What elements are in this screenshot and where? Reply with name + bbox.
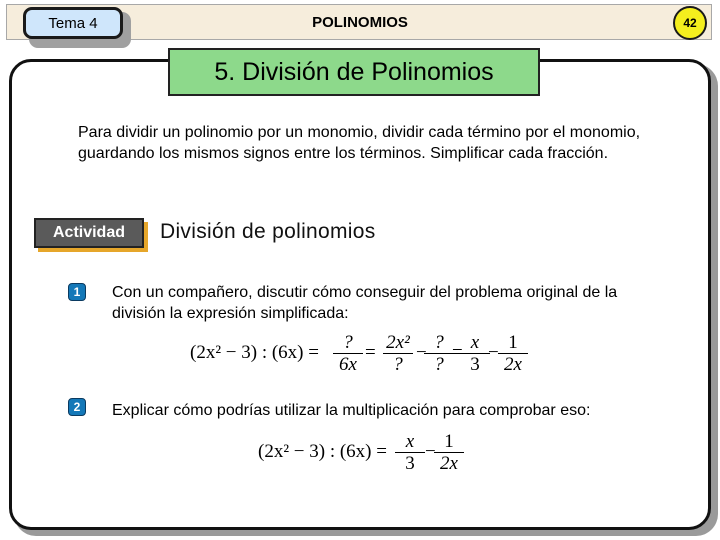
equals-sign: = bbox=[452, 342, 463, 363]
header-title: POLINOMIOS bbox=[312, 14, 408, 31]
minus-sign: − bbox=[488, 342, 499, 363]
fraction: $\frac{1}{2x}$ bbox=[498, 332, 528, 375]
fraction: ? ? bbox=[424, 332, 454, 375]
fraction: $\frac{1}{2x}$ bbox=[434, 431, 464, 474]
page-number-badge: 42 bbox=[673, 6, 707, 40]
minus-sign: − bbox=[416, 342, 427, 363]
fraction: $\frac{x}{3}$ bbox=[460, 332, 490, 375]
item-1-text: Con un compañero, discutir cómo conseguir del problema original de la división la expresión simplificada: bbox=[112, 284, 618, 322]
equation-lhs: (2x² − 3) : (6x) = bbox=[190, 342, 319, 363]
equation-lhs: (2x² − 3) : (6x) = bbox=[258, 441, 387, 462]
intro-paragraph: Para dividir un polinomio por un monomio, dividir cada término por el monomio, guardando los mismos signos entre los términos. Simplificar cada fracción. bbox=[78, 124, 641, 162]
fraction: ? 6x bbox=[333, 332, 363, 375]
activity-label: Actividad bbox=[34, 218, 144, 248]
fraction: 2x² ? bbox=[383, 332, 413, 375]
item-2-text: Explicar cómo podrías utilizar la multiplicación para comprobar eso: bbox=[112, 402, 591, 419]
item-number-badge: 1 bbox=[68, 283, 86, 301]
item-number-badge: 2 bbox=[68, 398, 86, 416]
section-title: 5. División de Polinomios bbox=[168, 48, 540, 96]
tema-tab[interactable]: Tema 4 bbox=[23, 7, 123, 39]
activity-title: División de polinomios bbox=[160, 220, 376, 243]
equals-sign: = bbox=[365, 342, 376, 363]
minus-sign: − bbox=[425, 441, 436, 462]
fraction: $\frac{x}{3}$ bbox=[395, 431, 425, 474]
